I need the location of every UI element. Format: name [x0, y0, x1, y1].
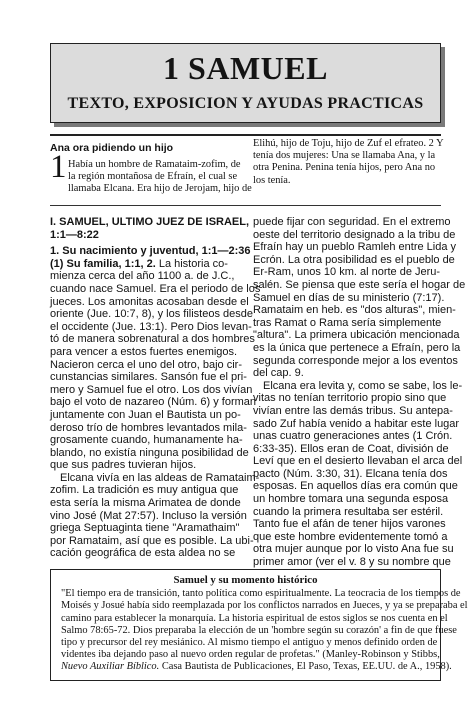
text-line: tras Ramat o Rama sería simplemente	[253, 316, 442, 329]
text-line: cación geográfica de esta aldea no se	[50, 547, 236, 560]
text-line: tó de manera sobrenatural a dos hombres	[50, 333, 255, 346]
text-line: Tanto fue el afán de tener hijos varones	[253, 518, 446, 531]
text-line: jueces. Los amonitas acosaban desde el	[50, 295, 249, 308]
sub-heading: (1) Su familia, 1:1, 2.	[50, 257, 156, 270]
text-line: grosamente cuando, humanamente ha-	[50, 434, 243, 447]
lead-heading: Ana ora pidiendo un hijo	[50, 142, 174, 154]
text-line: esta sería la misma Arimatea de donde	[50, 497, 241, 510]
text-line: otra mujer aunque por lo visto Ana fue su	[253, 543, 454, 556]
body-left-column	[50, 216, 260, 560]
quote-line: Moisés y Josué había sido reemplazada por los conflictos narrados en Jueces, y ya se preparaba el	[61, 600, 468, 612]
text-line: los tenía.	[253, 174, 291, 186]
text-line: cunstancias similares. Sansón fue el pri-	[50, 371, 247, 384]
text-line: zofim. La tradición es muy antigua que	[50, 484, 239, 497]
title-box	[50, 43, 441, 123]
text-line: pacto (Núm. 3:30, 31). Elcana tenía dos	[253, 467, 448, 480]
text-line: oeste del territorio designado a la tribu de	[253, 228, 456, 241]
body-right-column	[253, 216, 465, 569]
text-line: vino José (Mat 27:57). Incluso la versión	[50, 509, 247, 522]
text-line: Nacieron cerca el uno del otro, bajo cir-	[50, 358, 242, 371]
citation-text: Casa Bautista de Publicaciones, El Paso, Texas, EE.UU. de A., 1958).	[159, 661, 452, 673]
text-line: griega Septuaginta tiene "Aramathaim"	[50, 522, 240, 535]
section-heading: I. SAMUEL, ULTIMO JUEZ DE ISRAEL,	[50, 216, 250, 228]
text-line: primer amor (ver el v. 8 y su nombre que	[253, 556, 451, 569]
text-line: segunda corresponde mejor a los eventos	[253, 354, 458, 367]
text-line: Elcana vivía en las aldeas de Ramataim-	[60, 471, 260, 484]
text-line: mienza cerca del año 1100 a. de J.C.,	[50, 270, 235, 283]
text-line: Elcana era levita y, como se sabe, los le-	[263, 379, 463, 392]
text-line: sado Zuf había venido a habitar este lugar	[253, 417, 460, 430]
text-line: esposas. En aquellos días era común que	[253, 480, 458, 493]
text-line: que sus padres tuvieran hijos.	[50, 459, 197, 472]
text-line: deroso trío de hombres levantados mila-	[50, 421, 247, 434]
text-line: juntamente con Juan el Bautista un po-	[50, 408, 241, 421]
text-line: oriente (Jue. 10:7, 8), y los filisteos desde	[50, 308, 253, 321]
text-line: cuando la primera resultaba ser estéril.	[253, 505, 444, 518]
text-line: vitas no tenían territorio propio sino que	[253, 392, 447, 405]
quote-line: tipo y precursor del rey mesiánico. Al mismo tiempo el antiguo y menos definido orden de	[61, 637, 438, 649]
citation-title: Nuevo Auxiliar Bíblico.	[61, 661, 160, 673]
text-line: Efraín hay un pueblo Ramleh entre Lida y	[253, 241, 457, 254]
text-line: que este hombre evidentemente tomó a	[253, 530, 448, 543]
text-line: por Ramataim, así que es posible. La ubi-	[50, 534, 254, 547]
quote-line: Salmo 78:65-72. Dios preparaba la elección de un 'hombre según su corazón' a fin de que fuese	[61, 624, 457, 636]
text-line: llamaba Elcana. Era hijo de Jerojam, hijo de	[68, 183, 252, 195]
text-line: mero y Samuel fue el otro. Los dos vivían	[50, 383, 253, 396]
text-line: Samuel en días de su ministerio (7:17).	[253, 291, 445, 304]
text-line: unas cuatro generaciones antes (1 Crón.	[253, 430, 453, 443]
text-line: 6:33-35). Ellos eran de Coat, división de	[253, 442, 449, 455]
section-rule	[50, 205, 441, 206]
quote-line: camino para establecer la monarquía. La historia espiritual de estos siglos se nos cuenta en el	[61, 612, 448, 624]
text-line: cuando nace Samuel. Era el periodo de los	[50, 282, 261, 295]
sub-heading: 1. Su nacimiento y juventud, 1:1—2:36	[50, 245, 251, 258]
text-line: un hombre tomara una segunda esposa	[253, 493, 449, 506]
text-line: Ramataim en heb. es "dos alturas", mien-	[253, 304, 456, 317]
text-segment: La historia co-	[155, 257, 228, 270]
text-line: Leví que en el desierto llevaban el arca del	[253, 455, 463, 468]
text-line: "altura". La primera ubicación mencionada	[253, 329, 460, 342]
text-line: Había un hombre de Ramataim-zofim, de	[68, 159, 241, 170]
top-rule	[50, 134, 441, 136]
text-line: Ecrón. La otra posibilidad es el pueblo de	[253, 253, 455, 266]
book-title: 1 SAMUEL	[163, 50, 328, 86]
text-line: bajo el voto de nazareo (Núm. 6) y forman	[50, 396, 257, 409]
text-line: el occidente (Jue. 13:1). Pero Dios levan-	[50, 320, 252, 333]
text-line: salén. Se piensa que este sería el hogar de	[253, 278, 466, 291]
section-heading: 1:1—8:22	[50, 228, 99, 241]
text-line: blando, no existía ninguna posibilidad de	[50, 446, 249, 459]
text-line: puede fijar con seguridad. En el extremo	[253, 216, 451, 228]
text-line: Er-Ram, unos 10 km. al norte de Jeru-	[253, 266, 441, 279]
lead-text-right	[253, 138, 444, 187]
text-line: del cap. 9.	[253, 367, 304, 380]
text-line: tenía dos mujeres: Una se llamaba Ana, y la	[253, 150, 436, 162]
text-line: es la única que pertenece a Efraín, pero la	[253, 341, 461, 354]
text-line: la región montañosa de Efraín, el cual se	[68, 171, 238, 183]
quote-line: videntes iba dejando paso al nuevo orden regular de profetas." (Manley-Robinson y Stibbs,	[61, 649, 440, 661]
text-line: otra Penina. Penina tenía hijos, pero Ana no	[253, 162, 436, 174]
text-line: Elihú, hijo de Toju, hijo de Zuf el efrateo. 2 Y	[253, 138, 444, 149]
book-subtitle: TEXTO, EXPOSICION Y AYUDAS PRACTICAS	[67, 95, 424, 112]
sidebar-box-title: Samuel y su momento histórico	[173, 574, 318, 586]
text-line: vivían entre las demás tribus. Su antepa-	[253, 404, 453, 417]
quote-line: "El tiempo era de transición, tanto política como espiritualmente. La teocracia de los tiempos de	[61, 588, 461, 600]
lead-text-left	[68, 159, 252, 196]
dropcap: 1	[50, 149, 67, 185]
sidebar-box	[50, 569, 468, 681]
text-line: para vencer a estos fuertes enemigos.	[50, 345, 238, 358]
